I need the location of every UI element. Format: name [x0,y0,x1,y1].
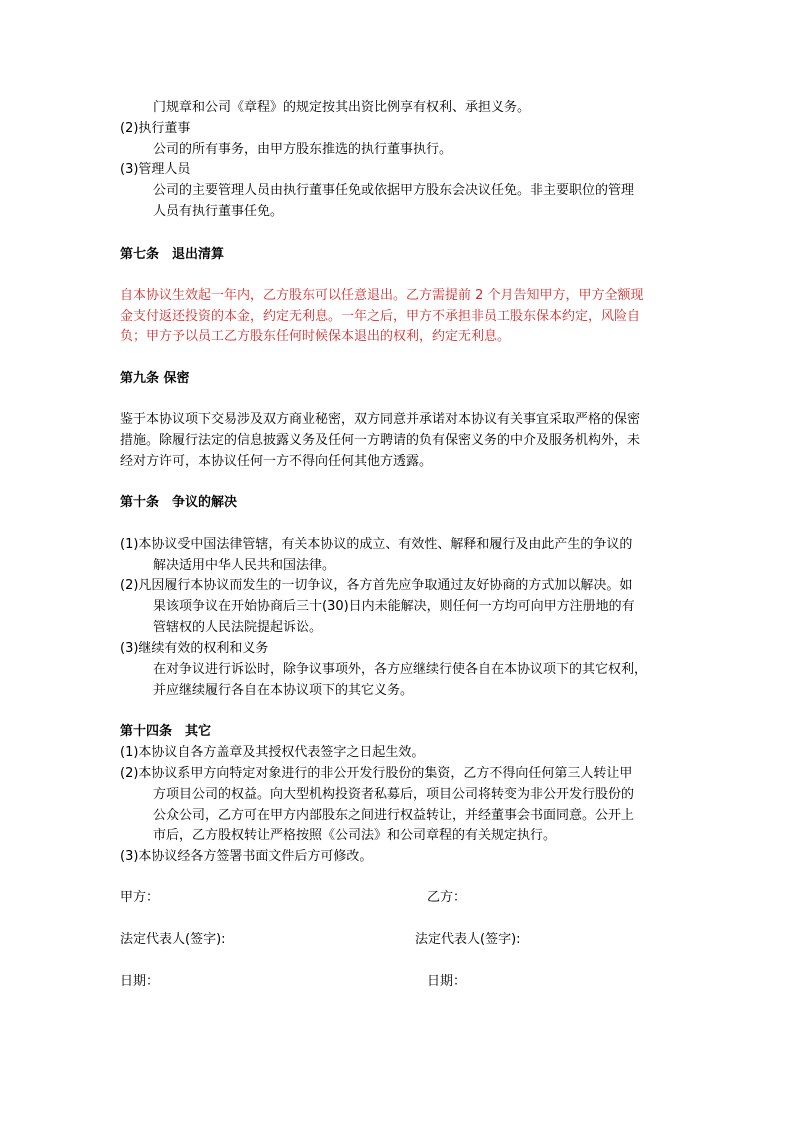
item-management-text-2: 人员有执行董事任免。 [153,204,284,219]
article-10-item-3-line-2: 并应继续履行各自在本协议项下的其它义务。 [153,683,414,698]
article-10-item-1-line-2: 解决适用中华人民共和国法律。 [153,558,336,573]
article-10-item-3-label: (3)继续有效的权利和义务 [120,641,269,656]
article-10-item-2-line-3: 管辖权的人民法院提起诉讼。 [153,620,323,635]
article-14-item-3: (3)本协议经各方签署书面文件后方可修改。 [120,849,373,864]
party-a-label: 甲方： [120,890,160,905]
article-10-item-1-line-1: (1)本协议受中国法律管辖，有关本协议的成立、有效性、解释和履行及由此产生的争议的 [120,537,633,552]
article-10-item-3-line-1: 在对争议进行诉讼时，除争议事项外，各方应继续行使各自在本协议项下的其它权利， [153,662,648,677]
party-a-date-label: 日期： [120,974,160,989]
article-9-title: 第九条 保密 [120,371,190,386]
party-b-label: 乙方： [427,890,467,905]
prev-section-line: 门规章和公司《章程》的规定按其出资比例享有权利、承担义务。 [153,100,531,115]
article-7-text-1: 自本协议生效起一年内，乙方股东可以任意退出。乙方需提前 2 个月告知甲方，甲方全额现 [120,288,644,303]
party-b-representative-label: 法定代表人(签字): [415,932,521,947]
article-10-item-2-line-2: 果该项争议在开始协商后三十(30)日内未能解决，则任何一方均可向甲方注册地的有 [153,599,635,614]
article-9-text-1: 鉴于本协议项下交易涉及双方商业秘密，双方同意并承诺对本协议有关事宜采取严格的保密 [120,412,641,427]
item-executive-director-text: 公司的所有事务，由甲方股东推选的执行董事执行。 [153,142,453,157]
article-14-item-2-line-2: 方项目公司的权益。向大型机构投资者私募后，项目公司将转变为非公开发行股份的 [153,787,635,802]
article-10-item-2-line-1: (2)凡因履行本协议而发生的一切争议，各方首先应争取通过友好协商的方式加以解决。如 [120,578,633,593]
party-b-date-label: 日期： [427,974,467,989]
party-a-representative-label: 法定代表人(签字): [120,932,226,947]
article-14-item-1: (1)本协议自各方盖章及其授权代表签字之日起生效。 [120,745,425,760]
article-7-title: 第七条 退出清算 [120,247,225,262]
item-management-text-1: 公司的主要管理人员由执行董事任免或依据甲方股东会决议任免。非主要职位的管理 [153,183,635,198]
article-7-text-2: 金支付返还投资的本金，约定无利息。一年之后，甲方不承担非员工股东保本约定，风险自 [120,309,641,324]
article-9-text-3: 经对方许可，本协议任何一方不得向任何其他方透露。 [120,454,433,469]
article-14-title: 第十四条 其它 [120,724,212,739]
article-14-item-2-line-3: 公众公司，乙方可在甲方内部股东之间进行权益转让，并经董事会书面同意。公开上 [153,808,635,823]
article-7-text-3: 负；甲方予以员工乙方股东任何时候保本退出的权利，约定无利息。 [120,329,511,344]
article-10-title: 第十条 争议的解决 [120,495,238,510]
article-14-item-2-line-1: (2)本协议系甲方向特定对象进行的非公开发行股份的集资，乙方不得向任何第三人转让甲 [120,766,633,781]
article-14-item-2-line-4: 市后，乙方股权转让严格按照《公司法》和公司章程的有关规定执行。 [153,828,557,843]
item-executive-director-label: (2)执行董事 [120,121,191,136]
item-management-label: (3)管理人员 [120,162,191,177]
article-9-text-2: 措施。除履行法定的信息披露义务及任何一方聘请的负有保密义务的中介及服务机构外，未 [120,433,641,448]
